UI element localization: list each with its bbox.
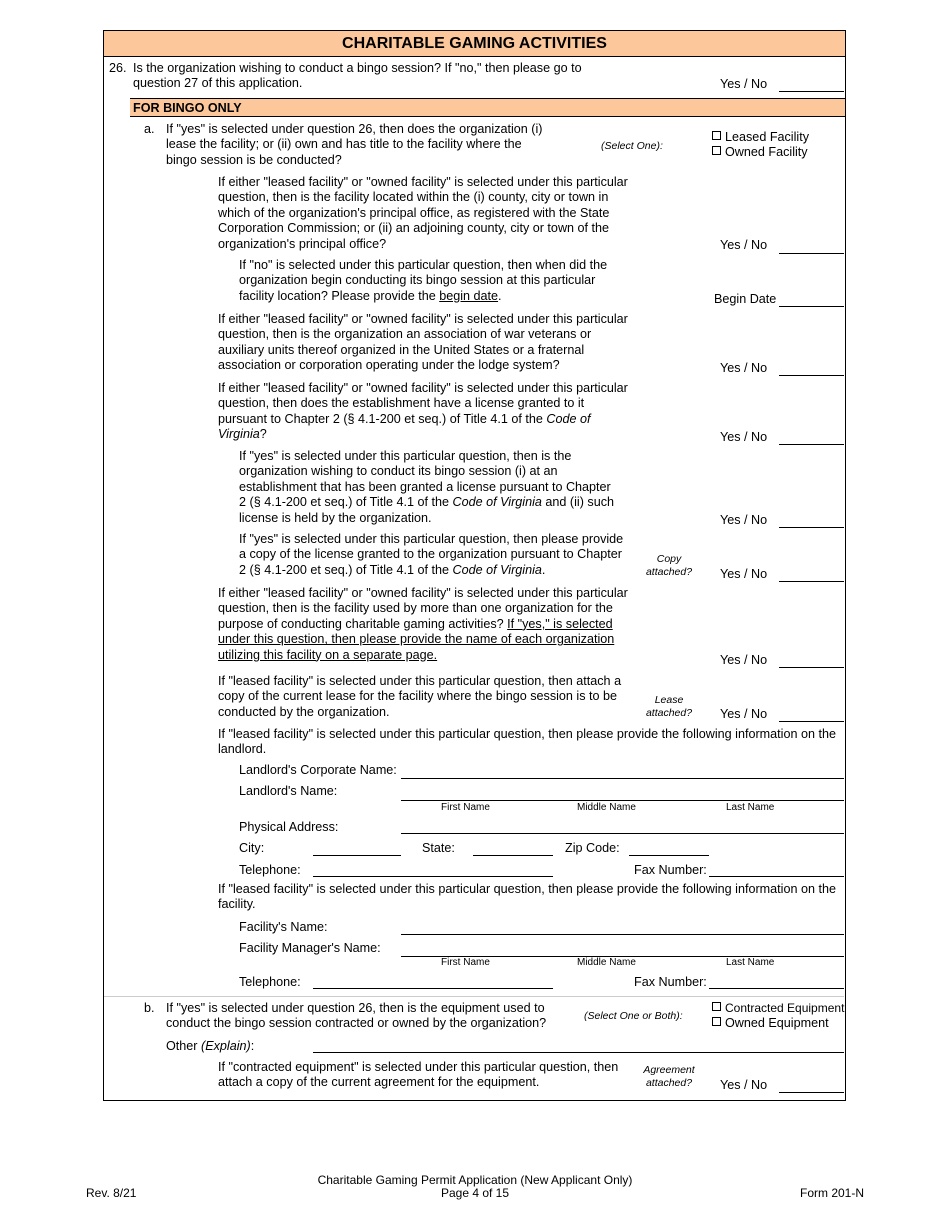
state-field[interactable] [473,855,553,856]
fax-number-label: Fax Number: [634,863,707,877]
middle-name-caption: Middle Name [577,802,636,813]
form-number: Form 201-N [799,1186,864,1200]
first-name-caption: First Name [441,957,490,968]
part-b-text: If "yes" is selected under question 26, then is the equipment used to conduct the bingo session contracted or owned by the organization? [166,1001,547,1031]
footer-title: Charitable Gaming Permit Application (New Applicant Only) [317,1173,633,1187]
yes-no-label: Yes / No [720,513,768,527]
state-label: State: [422,841,455,855]
page-number: Page 4 of 15 [440,1186,510,1200]
telephone-field[interactable] [313,876,553,877]
begin-date-label: Begin Date [714,292,777,306]
yes-no-label: Yes / No [720,430,768,444]
select-one-hint: (Select One): [601,140,663,152]
copy-attached-hint: Copy attached? [645,553,693,578]
yes-no-label: Yes / No [720,238,768,252]
facility-telephone-label: Telephone: [239,975,301,989]
physical-address-field[interactable] [401,833,844,834]
landlord-name-field[interactable] [401,800,844,801]
facility-intro: If "leased facility" is selected under this particular question, then please provide the following information on the facility. [218,882,836,912]
answer-line-multi-org[interactable] [779,667,844,668]
section-divider [104,996,844,997]
option-leased-facility[interactable]: Leased Facility [712,130,809,145]
landlord-corporate-name-field[interactable] [401,778,844,779]
part-a-text: If "yes" is selected under question 26, then does the organization (i) lease the facility; or (ii) own and has title to the facility where the bingo session is be conducted? [166,122,543,167]
telephone-label: Telephone: [239,863,301,877]
lease-attached-hint: Lease attached? [645,694,693,719]
facility-manager-label: Facility Manager's Name: [239,941,381,955]
checkbox-icon [712,1017,721,1026]
select-one-or-both-hint: (Select One or Both): [584,1010,683,1022]
question-license-copy: If "yes" is selected under this particular question, then please provide a copy of the license granted to the organization pursuant to Chapter 2 (§ 4.1-200 et seq.) of Title 4.1 of the Code of Virginia. [239,532,624,577]
answer-line-veterans[interactable] [779,375,844,376]
question-lease: If "leased facility" is selected under this particular question, then attach a copy of the current lease for the facility where the bingo session is to be conducted by the organization. [218,674,622,719]
answer-line-county[interactable] [779,253,844,254]
begin-date-line[interactable] [779,306,844,307]
yes-no-label: Yes / No [720,707,768,721]
last-name-caption: Last Name [726,957,775,968]
yes-no-label: Yes / No [720,1078,768,1092]
question-license-held: If "yes" is selected under this particular question, then is the organization wishing to conduct its bingo session (i) at an establishment that has been granted a license pursuant to Chapter 2 (§ 4.1-200 et seq.) of Title 4.1 of the Code of Virginia and (ii) such license is held by the organization. [239,449,615,525]
landlord-name-label: Landlord's Name: [239,784,338,798]
part-b-letter: b. [144,1001,155,1015]
answer-line-lease[interactable] [779,721,844,722]
question-county: If either "leased facility" or "owned facility" is selected under this particular question, then is the facility located within the (i) county, city or town in which of the organization's principal office, as registered with the State Corporation Commission; or (ii) an adjoining county, city or town of the organization's principal office? [218,175,628,251]
physical-address-label: Physical Address: [239,820,339,834]
option-contracted-equipment[interactable]: Contracted Equipment [712,1001,844,1016]
facility-fax-label: Fax Number: [634,975,707,989]
answer-line-agreement[interactable] [779,1092,844,1093]
section-title: CHARITABLE GAMING ACTIVITIES [104,31,845,57]
facility-telephone-field[interactable] [313,988,553,989]
other-explain-label: Other (Explain): [166,1039,255,1053]
agreement-attached-hint: Agreement attached? [643,1064,695,1089]
question-begin-date: If "no" is selected under this particular question, then when did the organization begin conducting its bingo session at this particular facility location? Please provide the begin date. [239,258,608,303]
city-label: City: [239,841,265,855]
answer-line-license[interactable] [779,444,844,445]
last-name-caption: Last Name [726,802,775,813]
answer-line-license-held[interactable] [779,527,844,528]
yes-no-label: Yes / No [720,567,768,581]
facility-fax-field[interactable] [709,988,844,989]
checkbox-icon [712,1002,721,1011]
option-owned-facility[interactable]: Owned Facility [712,145,808,160]
middle-name-caption: Middle Name [577,957,636,968]
other-explain-field[interactable] [313,1052,844,1053]
question-license: If either "leased facility" or "owned facility" is selected under this particular question, then does the establishment have a license granted to it pursuant to Chapter 2 (§ 4.1-200 et seq.) of Title 4.1 of the Code of Virginia? [218,381,628,442]
landlord-intro: If "leased facility" is selected under this particular question, then please provide the following information on the landlord. [218,727,836,757]
option-owned-equipment[interactable]: Owned Equipment [712,1016,829,1031]
facility-name-field[interactable] [401,934,844,935]
zip-code-field[interactable] [629,855,709,856]
revision-label: Rev. 8/21 [86,1186,137,1200]
answer-line-license-copy[interactable] [779,581,844,582]
landlord-corporate-name-label: Landlord's Corporate Name: [239,763,397,777]
yes-no-label: Yes / No [720,77,768,91]
question-veterans: If either "leased facility" or "owned facility" is selected under this particular question, then is the organization an association of war veterans or auxiliary units thereof organized in the United States or a fraternal association or corporation operating under the lodge system? [218,312,628,373]
yes-no-label: Yes / No [720,361,768,375]
bingo-only-header: FOR BINGO ONLY [130,98,845,117]
question-26-text: Is the organization wishing to conduct a bingo session? If "no," then please go to question 27 of this application. [133,61,582,91]
yes-no-label: Yes / No [720,653,768,667]
checkbox-icon [712,146,721,155]
city-field[interactable] [313,855,401,856]
fax-number-field[interactable] [709,876,844,877]
facility-name-label: Facility's Name: [239,920,328,934]
first-name-caption: First Name [441,802,490,813]
zip-code-label: Zip Code: [565,841,620,855]
question-agreement: If "contracted equipment" is selected under this particular question, then attach a copy of the current agreement for the equipment. [218,1060,619,1090]
answer-line-q26[interactable] [779,91,844,92]
question-number: 26. [109,61,127,75]
checkbox-icon [712,131,721,140]
question-multi-org: If either "leased facility" or "owned facility" is selected under this particular question, then is the facility used by more than one organization for the purpose of conducting charitable gaming activities? If "yes," is selected under this question, then please provide the name of each organization utilizing this facility on a separate page. [218,586,628,662]
part-a-letter: a. [144,122,155,136]
